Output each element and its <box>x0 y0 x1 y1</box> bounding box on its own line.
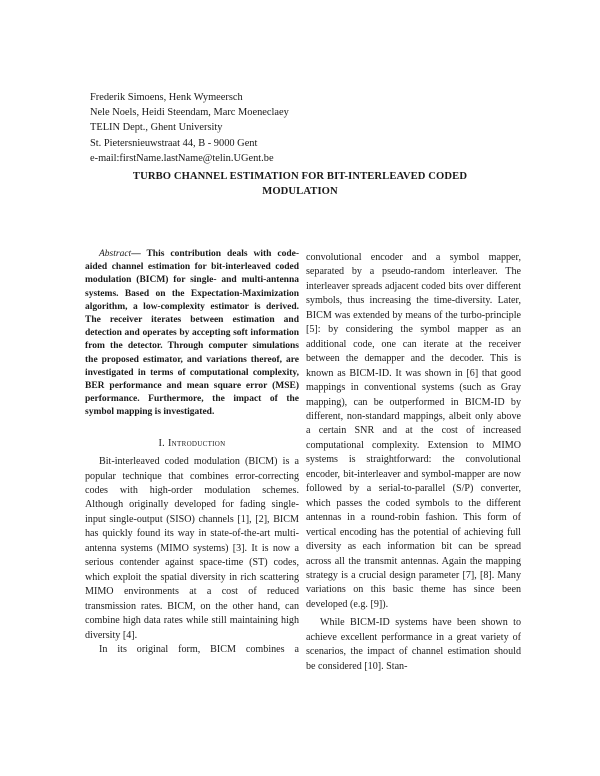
right-column <box>306 251 521 674</box>
intro-paragraph-1: Bit-interleaved coded modulation (BICM) is a popular technique that combines error-correcting codes with high-order modulation schemes. Although originally developed for fading single-input single-output (SISO) channels [1], [2], BICM has quickly found its way in state-of-the-art multi-antenna systems (MIMO systems) [3]. It is now a serious contender against space-time (ST) codes, which exploit the spatial diversity in rich scattering MIMO environments at a cost of reduced transmission rates. BICM, on the other hand, can combine high data rates while still maintaining high diversity [4]. <box>85 456 299 641</box>
author-names-1: Frederik Simoens, Henk Wymeersch <box>90 92 243 103</box>
section-title: Introduction <box>167 437 226 449</box>
intro-paragraph-2: In its original form, BICM combines a <box>99 643 299 655</box>
right-paragraph-2: While BICM-ID systems have been shown to achieve excellent performance in a great variety of scenarios, the impact of channel estimation should be considered [10]. Stan- <box>306 617 521 672</box>
affiliation-dept: TELIN Dept., Ghent University <box>90 122 223 134</box>
section-heading-introduction <box>85 437 299 451</box>
left-column <box>85 248 299 657</box>
abstract-dash: — <box>131 249 147 259</box>
paper-title: TURBO CHANNEL ESTIMATION FOR BIT-INTERLEAVED CODED MODULATION <box>132 171 468 197</box>
abstract-label: Abstract <box>99 249 132 259</box>
author-names-2: Nele Noels, Heidi Steendam, Marc Moeneclaey <box>90 107 289 119</box>
right-paragraph-1: convolutional encoder and a symbol mapper, separated by a pseudo-random interleaver. The interleaver spreads adjacent coded bits over different symbols, thus increasing the time-diversity. Later, BICM was extended by means of the turbo-principle [5]: by considering the symbol mapper as an additional code, one can iterate at the receiver between the demapper and the decoder. This is known as BICM-ID. It was shown in [6] that good mappings in conventional systems (such as Gray mapping), can be outperformed in BICM-ID by different, non-standard mappings, albeit only above a certain SNR and at the cost of increased computational complexity. Extension to MIMO systems is straightforward: the convolutional encoder, bit-interleaver and symbol-mapper are now followed by a serial-to-parallel (S/P) converter, which passes the coded symbols to the different antennas in a round-robin fashion. This form of vertical encoding has the potential of achieving full diversity as each information bit can be spread across all the transmit antennas. Again the mapping strategy is a crucial design parameter [7], [8]. Many variations on this basic theme has since been developed (e.g. [9]). <box>306 252 521 610</box>
section-number: I. <box>158 437 168 449</box>
affiliation-address: St. Pietersnieuwstraat 44, B - 9000 Gent <box>90 137 258 149</box>
abstract <box>85 248 299 420</box>
contact-email: e-mail:firstName.lastName@telin.UGent.be <box>90 152 274 164</box>
abstract-body: This contribution deals with code-aided channel estimation for bit-interleaved coded modulation (BICM) for single- and multi-antenna systems. Based on the Expectation-Maximization algorithm, a low-complexity estimator is derived. The receiver iterates between estimation and detection and operates by accepting soft information from the detector. Through computer simulations the proposed estimator, and variations thereof, are investigated in terms of computational complexity, BER performance and mean square error (MSE) performance. Furthermore, the impact of the symbol mapping is investigated. <box>85 249 299 418</box>
author-block <box>90 90 289 166</box>
